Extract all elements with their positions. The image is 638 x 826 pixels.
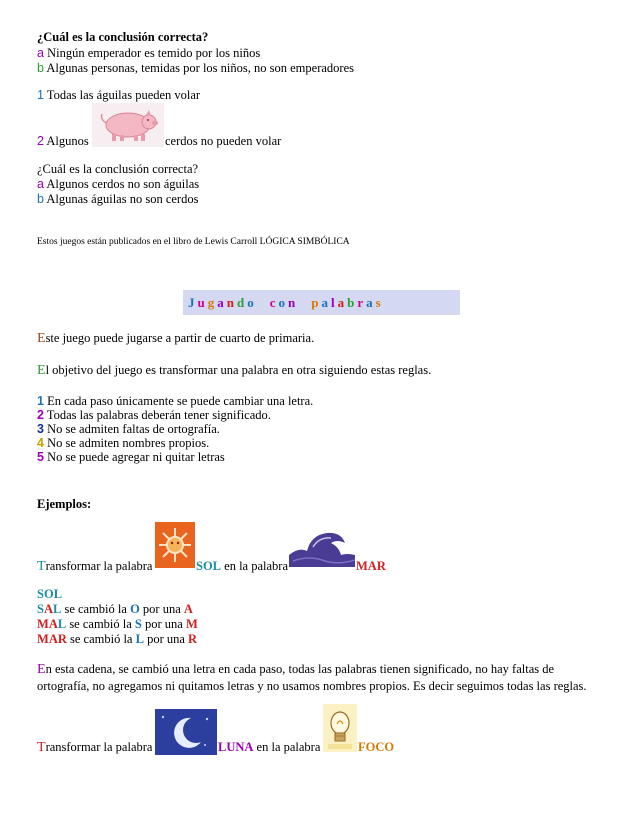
rule-number: 2	[37, 408, 44, 422]
rule-number: 4	[37, 436, 44, 450]
premise-1	[37, 88, 200, 103]
premise-number: 2	[37, 134, 44, 148]
question-heading: ¿Cuál es la conclusión correcta?	[37, 30, 209, 44]
rule-number: 1	[37, 394, 44, 408]
wave-icon	[289, 525, 355, 567]
option-a	[37, 46, 260, 61]
moon-icon	[155, 709, 217, 755]
word-luna: LUNA	[218, 740, 254, 754]
example-2-line-middle	[218, 740, 320, 755]
option-letter: a	[37, 177, 44, 191]
rule-item	[37, 408, 271, 423]
intro-text: l objetivo del juego es transformar una palabra en otra siguiendo estas reglas.	[45, 363, 432, 377]
option-letter: a	[37, 46, 44, 60]
option-text: Algunas personas, temidas por los niños, no son emperadores	[43, 61, 354, 75]
example-2-line-end	[358, 740, 394, 755]
word-sol: SOL	[196, 559, 222, 573]
premise-2	[37, 134, 89, 149]
banner-word-3: palabras	[311, 295, 384, 310]
title-banner	[183, 290, 460, 315]
banner-word-2: con	[269, 295, 299, 310]
rule-text: No se admiten faltas de ortografía.	[43, 422, 220, 436]
initial-letter: E	[37, 363, 46, 378]
premise-2-end: cerdos no pueden volar	[165, 134, 282, 148]
rule-item	[37, 436, 209, 451]
rule-text: En cada paso únicamente se puede cambiar una letra.	[43, 394, 314, 408]
rule-item	[37, 394, 313, 409]
banner-word-1: Jugando	[188, 295, 257, 310]
summary-text: n esta cadena, se cambió una letra en cada paso, todas las palabras tienen significado, no hay faltas de ortografía, no agregamos ni quitamos letras y no usamos nombres propios. Es decir seguimos todas las reglas.	[37, 662, 587, 693]
premise-number: 1	[37, 88, 44, 102]
option-letter: b	[37, 192, 44, 206]
rule-number: 3	[37, 422, 44, 436]
initial-letter: T	[37, 740, 46, 755]
question-heading: ¿Cuál es la conclusión correcta?	[37, 162, 199, 176]
option-a	[37, 177, 199, 192]
example-text: ransformar la palabra	[45, 740, 153, 754]
option-b	[37, 192, 198, 207]
word-mar: MAR	[356, 559, 386, 573]
intro-line-2	[37, 363, 431, 378]
source-note: Estos juegos están publicados en el libro de Lewis Carroll LÓGICA SIMBÓLICA	[37, 237, 350, 247]
examples-heading: Ejemplos:	[37, 497, 92, 511]
rule-text: Todas las palabras deberán tener significado.	[43, 408, 271, 422]
rule-text: No se puede agregar ni quitar letras	[43, 450, 225, 464]
pig-icon	[92, 103, 164, 147]
chain-step: MAR se cambió la L por una R	[37, 632, 198, 646]
premise-text: Algunos	[43, 134, 89, 148]
intro-text: ste juego puede jugarse a partir de cuarto de primaria.	[45, 331, 315, 345]
initial-letter: T	[37, 559, 46, 574]
rule-number: 5	[37, 450, 44, 464]
option-letter: b	[37, 61, 44, 75]
word-foco: FOCO	[358, 740, 395, 754]
example-text: en la palabra	[253, 740, 321, 754]
option-text: Algunas águilas no son cerdos	[43, 192, 199, 206]
example-2-line	[37, 740, 152, 755]
example-1-line	[37, 559, 152, 574]
lightbulb-icon	[323, 704, 357, 752]
rule-item	[37, 450, 225, 465]
initial-letter: E	[37, 662, 46, 677]
sun-icon	[155, 522, 195, 568]
option-b	[37, 61, 354, 76]
example-1-line-end	[356, 559, 386, 574]
rule-text: No se admiten nombres propios.	[43, 436, 210, 450]
option-text: Algunos cerdos no son águilas	[43, 177, 200, 191]
rule-item	[37, 422, 220, 437]
summary-paragraph	[37, 661, 602, 695]
chain-step: SAL se cambió la O por una A	[37, 602, 193, 616]
chain-step: MAL se cambió la S por una M	[37, 617, 198, 631]
chain-step: SOL	[37, 587, 63, 601]
example-text: ransformar la palabra	[45, 559, 153, 573]
initial-letter: E	[37, 331, 46, 346]
option-text: Ningún emperador es temido por los niños	[43, 46, 261, 60]
intro-line-1	[37, 331, 314, 346]
example-1-line-middle	[196, 559, 288, 574]
example-text: en la palabra	[221, 559, 288, 573]
premise-text: Todas las águilas pueden volar	[43, 88, 201, 102]
